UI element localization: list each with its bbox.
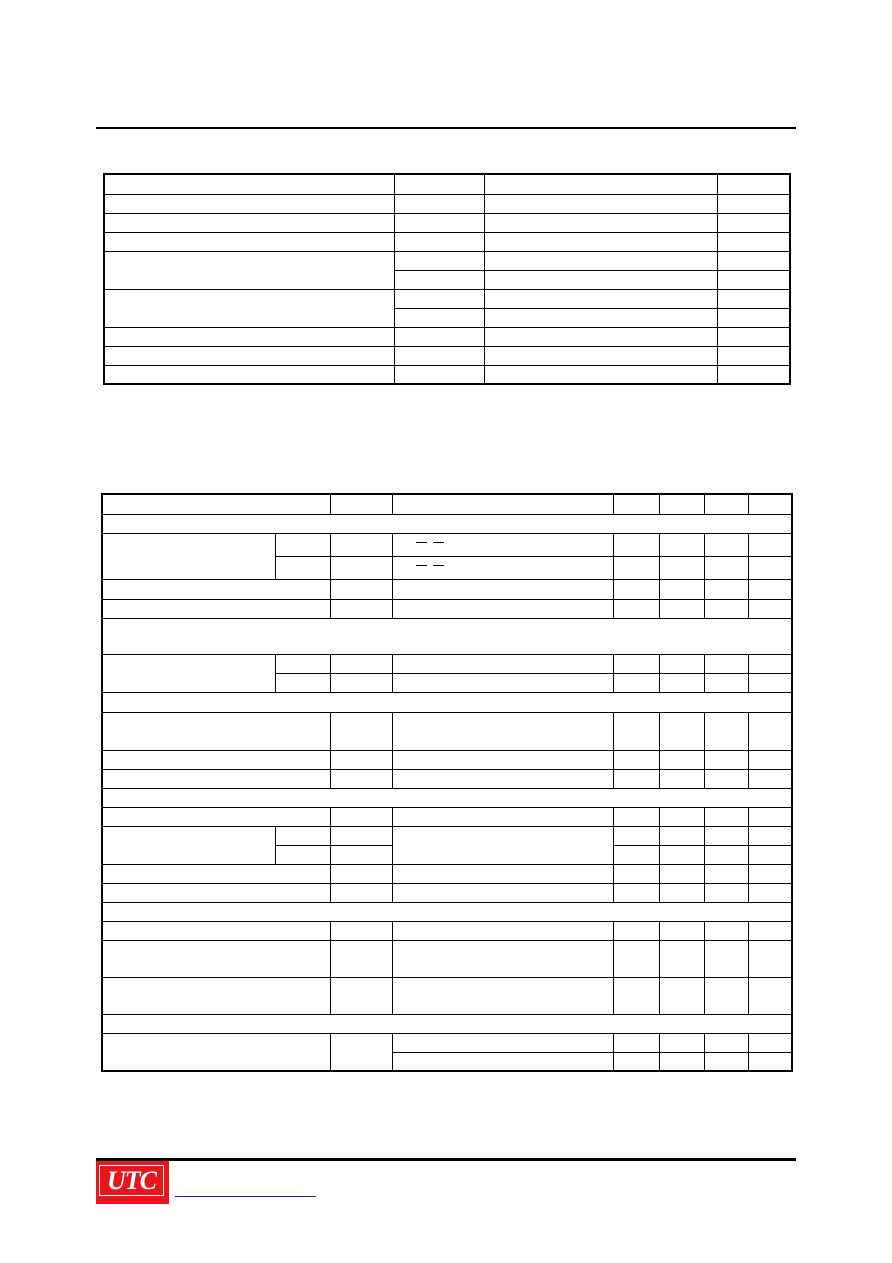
table-row (104, 365, 790, 384)
overline-mark (433, 542, 444, 543)
table-row (104, 251, 790, 270)
section-row (102, 1014, 792, 1033)
table-header-row (102, 494, 792, 514)
table-header-row (104, 174, 790, 194)
table-row (102, 769, 792, 788)
absolute-maximum-ratings-table (103, 173, 791, 385)
logo-text: UTC (99, 1165, 164, 1196)
section-row (102, 902, 792, 921)
overline-mark (416, 565, 427, 566)
table-row (102, 883, 792, 902)
table-row (102, 826, 792, 845)
table-row (102, 712, 792, 750)
table-row (102, 940, 792, 977)
header-rule (96, 127, 796, 129)
table-row (102, 533, 792, 556)
table-row (104, 213, 790, 232)
utc-logo (96, 1161, 169, 1204)
table-row (104, 232, 790, 251)
table-row (104, 289, 790, 308)
section-row (102, 788, 792, 807)
table-row (102, 864, 792, 883)
overline-mark (433, 565, 444, 566)
table-row (102, 807, 792, 826)
table-row (102, 977, 792, 1014)
table-row (102, 750, 792, 769)
electrical-characteristics-table (101, 493, 793, 1072)
website-link[interactable] (175, 1182, 316, 1197)
table-row (102, 921, 792, 940)
overline-mark (416, 542, 427, 543)
table-row (102, 599, 792, 618)
table-row (104, 346, 790, 365)
footer-rule (96, 1158, 796, 1161)
section-row (102, 618, 792, 654)
table-row (102, 654, 792, 673)
table-row (102, 1033, 792, 1052)
table-row (104, 327, 790, 346)
section-row (102, 514, 792, 533)
table-row (104, 194, 790, 213)
section-row (102, 692, 792, 712)
table-row (102, 579, 792, 599)
